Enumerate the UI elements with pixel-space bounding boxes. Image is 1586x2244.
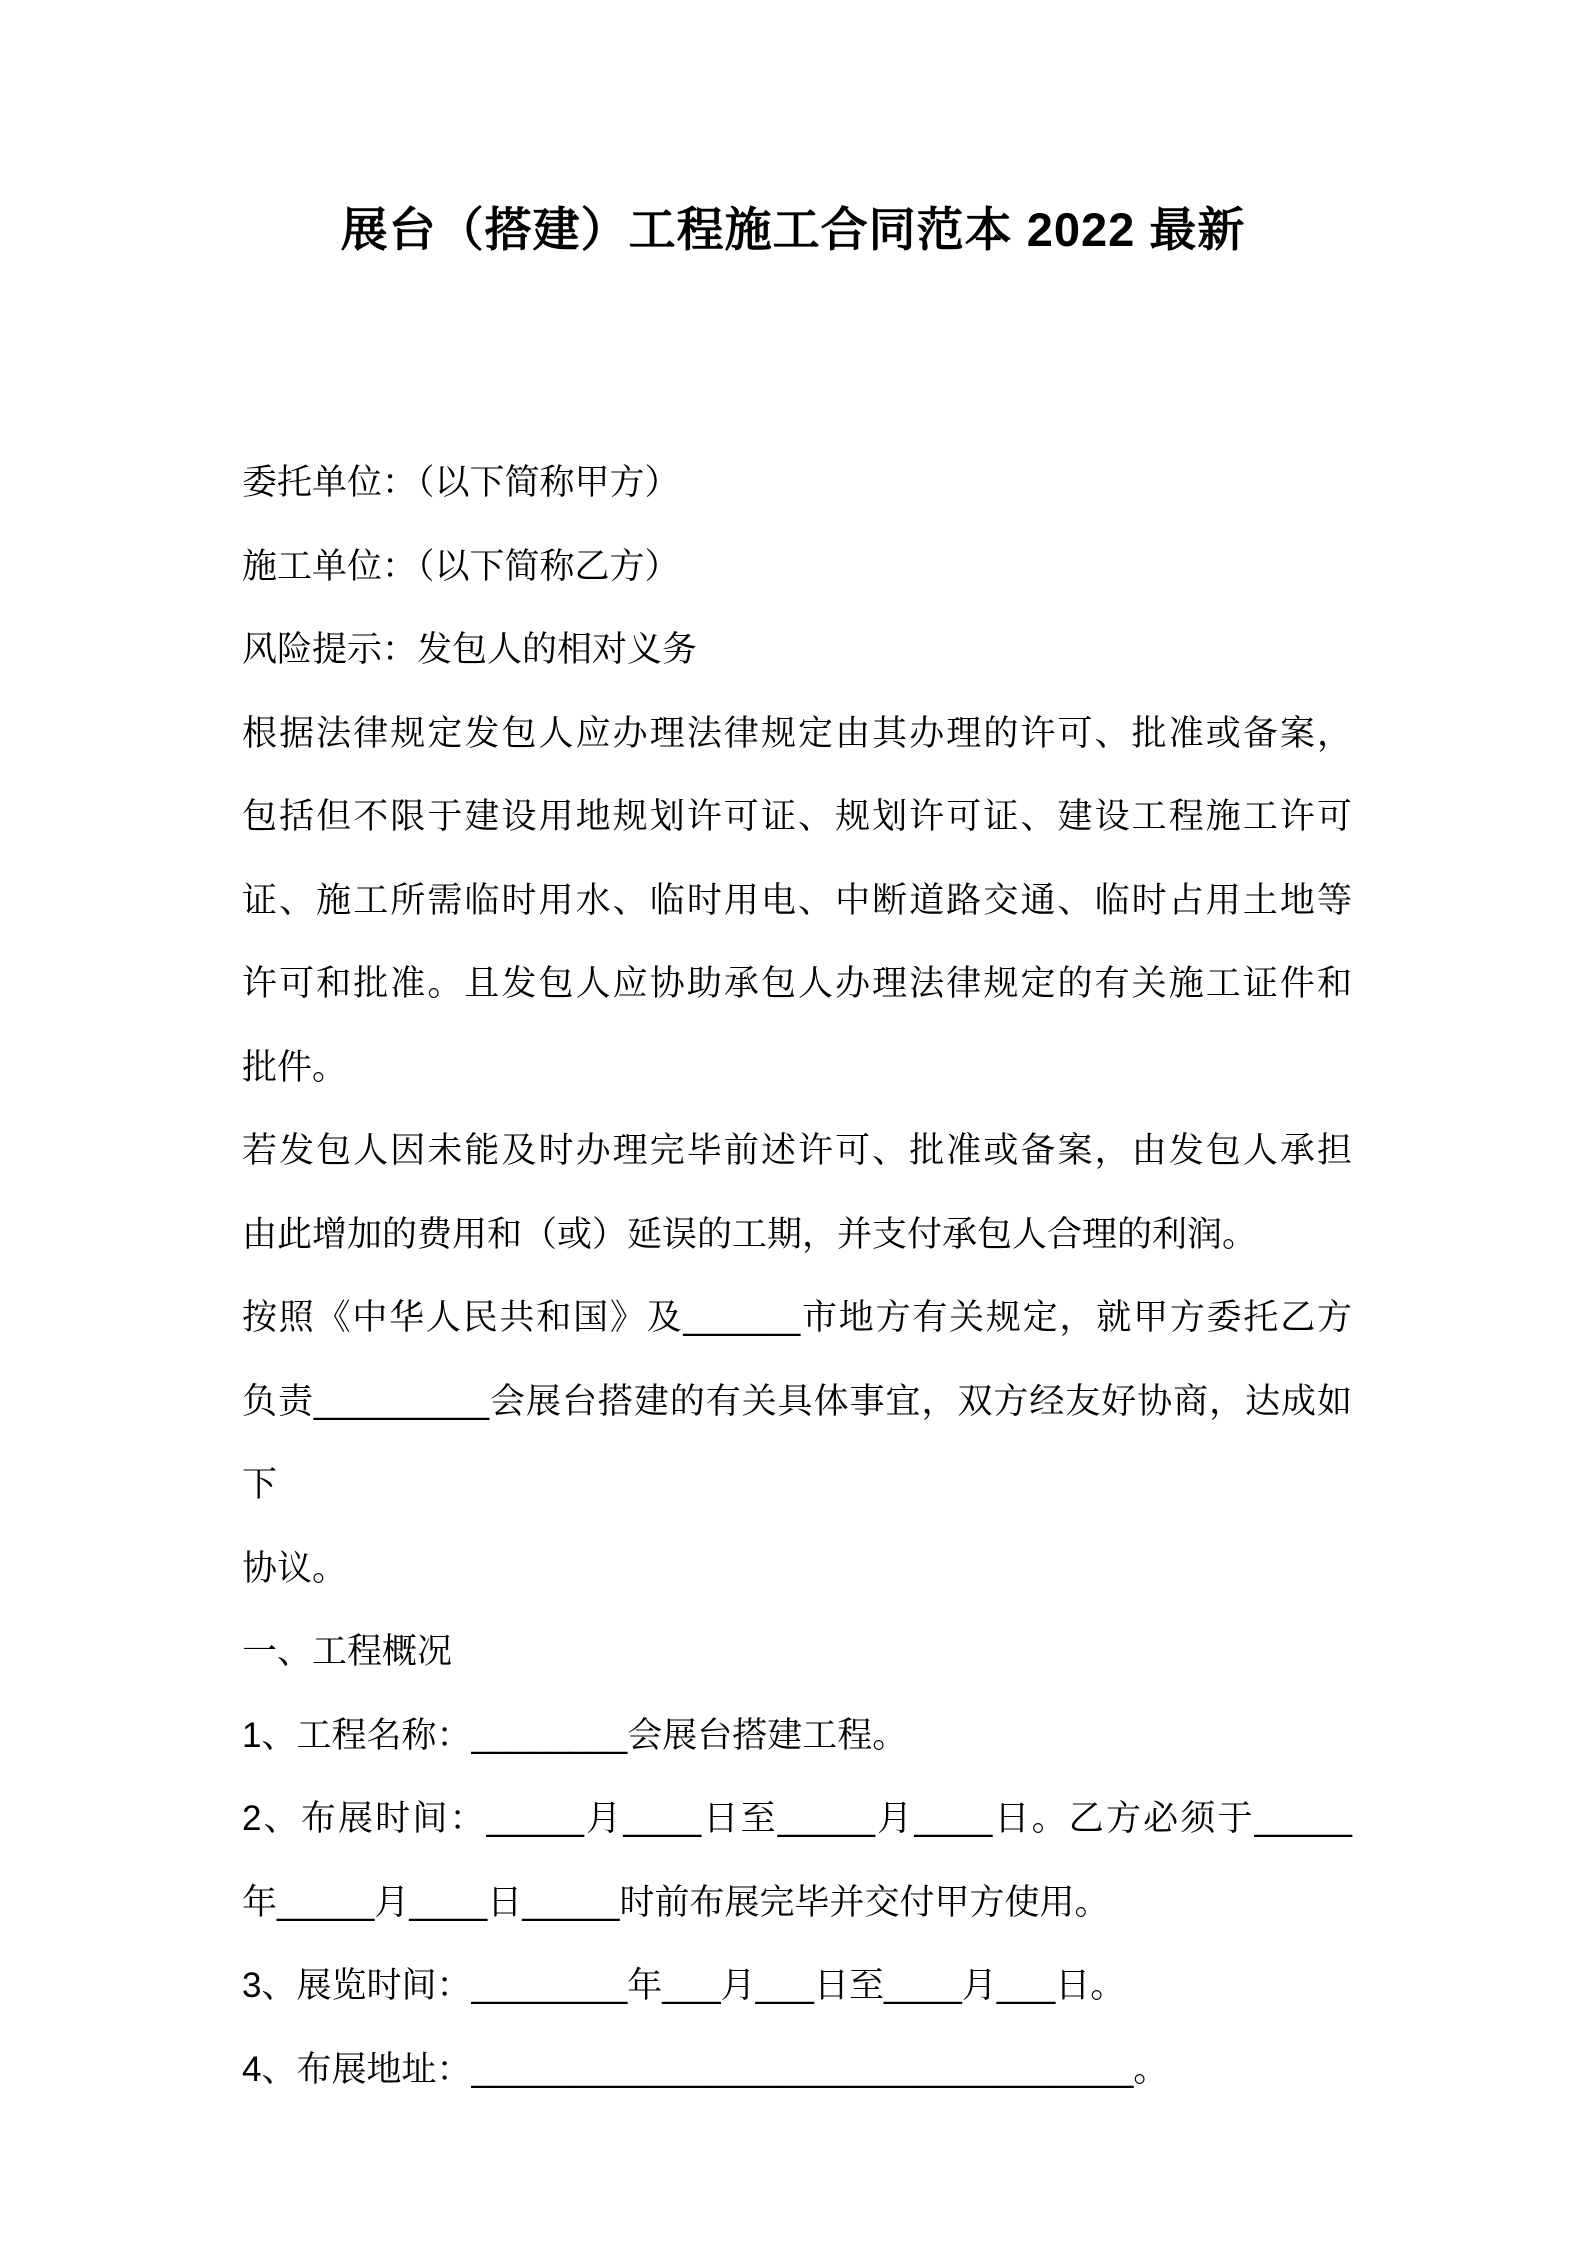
paragraph-line: 按照《中华人民共和国》及______市地方有关规定，就甲方委托乙方 <box>242 1298 1352 1337</box>
paragraph-line: 1、工程名称：________会展台搭建工程。 <box>242 1715 908 1755</box>
paragraph-line: 若发包人因未能及时办理完毕前述许可、批准或备案，由发包人承担 <box>242 1131 1352 1170</box>
paragraph-line: 风险提示：发包人的相对义务 <box>242 630 698 669</box>
paragraph-line: 年_____月____日_____时前布展完毕并交付甲方使用。 <box>242 1882 1110 1922</box>
paragraph-line: 负责_________会展台搭建的有关具体事宜，双方经友好协商，达成如下 <box>242 1381 1352 1504</box>
paragraph-line: 许可和批准。且发包人应协助承包人办理法律规定的有关施工证件和 <box>242 964 1352 1003</box>
paragraph-line: 由此增加的费用和（或）延误的工期，并支付承包人合理的利润。 <box>242 1214 1258 1254</box>
paragraph-line: 证、施工所需临时用水、临时用电、中断道路交通、临时占用土地等 <box>242 880 1352 920</box>
document-title: 展台（搭建）工程施工合同范本 2022 最新 <box>340 203 1246 256</box>
paragraph-line: 2、布展时间：_____月____日至_____月____日。乙方必须于_____ <box>242 1799 1352 1838</box>
paragraph-line: 根据法律规定发包人应办理法律规定由其办理的许可、批准或备案， <box>242 713 1352 753</box>
paragraph-line: 委托单位：（以下简称甲方） <box>242 463 680 502</box>
paragraph-line: 包括但不限于建设用地规划许可证、规划许可证、建设工程施工许可 <box>242 797 1352 836</box>
paragraph-line: 3、展览时间：________年___月___日至____月___日。 <box>242 1966 1126 2005</box>
paragraph-line: 施工单位：（以下简称乙方） <box>242 546 680 586</box>
paragraph-line: 4、布展地址：__________________________________。 <box>242 2049 1169 2089</box>
paragraph-line: 批件。 <box>242 1047 348 1087</box>
paragraph-line: 协议。 <box>242 1548 348 1588</box>
paragraph-line: 一、工程概况 <box>242 1632 453 1671</box>
paragraph-container <box>0 441 1586 2111</box>
